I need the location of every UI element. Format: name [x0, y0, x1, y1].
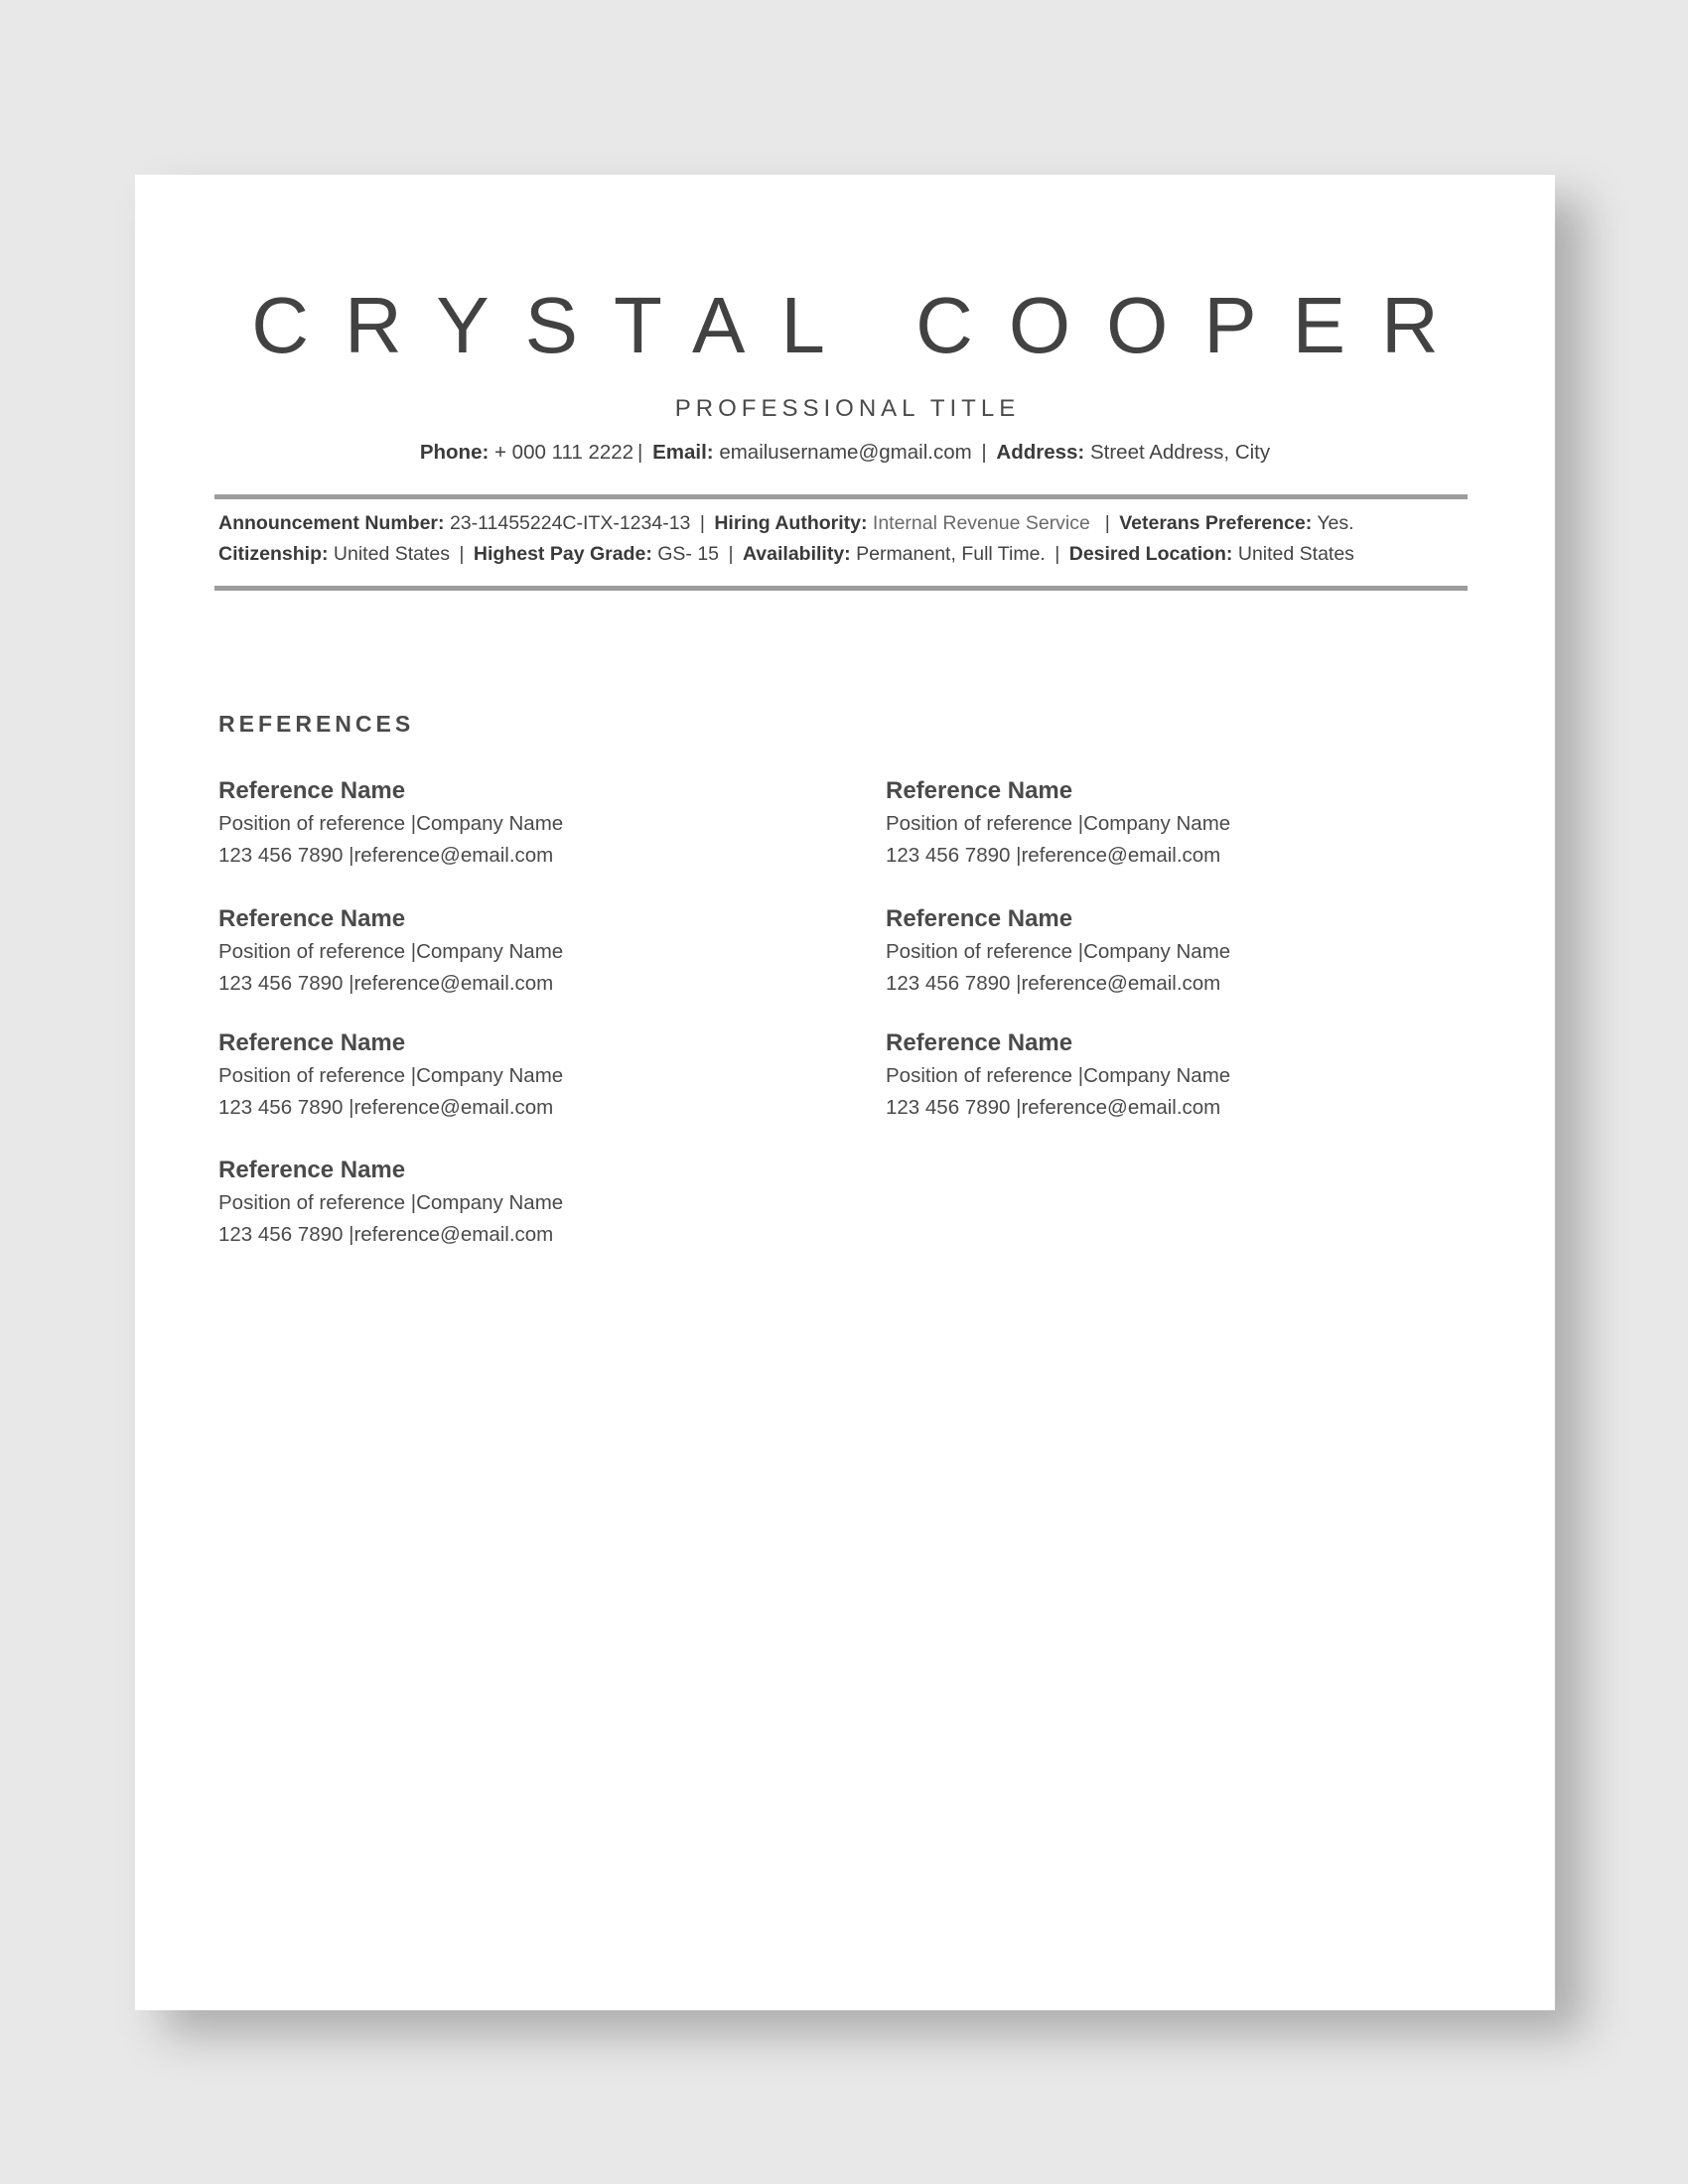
reference-email: reference@email.com — [353, 1096, 554, 1119]
desired-location-label: Desired Location: — [1068, 543, 1233, 565]
reference-name: Reference Name — [886, 777, 1073, 804]
reference-contact-line: 123 456 7890 |reference@email.com — [218, 1096, 554, 1119]
reference-company: Company Name — [416, 1064, 564, 1087]
address-label: Address: — [996, 441, 1085, 464]
address-value: Street Address, City — [1089, 441, 1271, 464]
reference-name: Reference Name — [886, 905, 1073, 932]
reference-position-line: Position of reference |Company Name — [218, 940, 564, 963]
reference-position: Position of reference — [218, 1191, 406, 1214]
reference-entry — [886, 774, 1442, 872]
candidate-name: CRYSTAL COOPER — [251, 281, 1475, 369]
references-heading: REFERENCES — [218, 711, 415, 737]
professional-title: PROFESSIONAL TITLE — [674, 395, 1021, 422]
divider-bottom — [214, 586, 1468, 591]
hiring-authority-value: Internal Revenue Service — [872, 512, 1090, 534]
phone-label: Phone: — [419, 441, 490, 464]
reference-position: Position of reference — [218, 940, 406, 963]
reference-contact-line: 123 456 7890 |reference@email.com — [218, 972, 554, 995]
reference-company: Company Name — [1083, 1064, 1231, 1087]
email-value: emailusername@gmail.com — [719, 441, 972, 464]
reference-name: Reference Name — [218, 1157, 406, 1183]
citizenship-label: Citizenship: — [218, 543, 329, 565]
reference-contact-line: 123 456 7890 |reference@email.com — [218, 844, 554, 867]
reference-entry — [218, 902, 774, 1000]
reference-position-line: Position of reference |Company Name — [886, 940, 1231, 963]
hiring-authority-label: Hiring Authority: — [714, 512, 868, 534]
pay-grade-value: GS- 15 — [657, 543, 720, 565]
reference-company: Company Name — [416, 940, 564, 963]
resume-page — [135, 175, 1555, 2010]
availability-value: Permanent, Full Time. — [856, 543, 1046, 565]
reference-position-line: Position of reference |Company Name — [886, 812, 1231, 835]
reference-position: Position of reference — [218, 812, 406, 835]
separator: | — [459, 543, 465, 565]
reference-company: Company Name — [416, 1191, 564, 1214]
availability-label: Availability: — [742, 543, 851, 565]
separator: | — [637, 441, 643, 464]
reference-phone: 123 456 7890 — [886, 1096, 1011, 1119]
federal-info-line-1 — [218, 512, 1472, 535]
citizenship-value: United States — [333, 543, 450, 565]
reference-company: Company Name — [1083, 812, 1231, 835]
reference-company: Company Name — [1083, 940, 1231, 963]
divider-top — [214, 494, 1468, 499]
reference-contact-line: 123 456 7890 |reference@email.com — [886, 844, 1221, 867]
reference-email: reference@email.com — [353, 972, 554, 995]
reference-phone: 123 456 7890 — [886, 844, 1011, 867]
separator: | — [975, 441, 993, 464]
reference-email: reference@email.com — [353, 1223, 554, 1246]
contact-line — [135, 441, 1555, 465]
reference-email: reference@email.com — [353, 844, 554, 867]
reference-entry — [218, 774, 774, 872]
reference-phone: 123 456 7890 — [886, 972, 1011, 995]
veterans-preference-value: Yes. — [1317, 512, 1354, 534]
reference-entry — [886, 902, 1442, 1000]
reference-position: Position of reference — [218, 1064, 406, 1087]
reference-company: Company Name — [416, 812, 564, 835]
phone-value: + 000 111 2222 — [494, 441, 634, 464]
reference-entry — [218, 1026, 774, 1124]
reference-position-line: Position of reference |Company Name — [886, 1064, 1231, 1087]
reference-phone: 123 456 7890 — [218, 1096, 344, 1119]
reference-position: Position of reference — [886, 940, 1073, 963]
reference-phone: 123 456 7890 — [218, 1223, 344, 1246]
email-label: Email: — [652, 441, 714, 464]
pay-grade-label: Highest Pay Grade: — [473, 543, 652, 565]
reference-entry — [886, 1026, 1442, 1124]
reference-position: Position of reference — [886, 812, 1073, 835]
reference-name: Reference Name — [218, 1029, 406, 1056]
reference-name: Reference Name — [886, 1029, 1073, 1056]
reference-email: reference@email.com — [1021, 972, 1221, 995]
announcement-value: 23-11455224C-ITX-1234-13 — [449, 512, 691, 534]
reference-position-line: Position of reference |Company Name — [218, 1064, 564, 1087]
reference-position: Position of reference — [886, 1064, 1073, 1087]
reference-email: reference@email.com — [1021, 1096, 1221, 1119]
separator: | — [1099, 512, 1116, 534]
reference-name: Reference Name — [218, 905, 406, 932]
reference-position-line: Position of reference |Company Name — [218, 812, 564, 835]
federal-info-line-2 — [218, 543, 1472, 566]
separator: | — [1055, 543, 1065, 565]
reference-phone: 123 456 7890 — [218, 844, 344, 867]
reference-contact-line: 123 456 7890 |reference@email.com — [886, 1096, 1221, 1119]
reference-email: reference@email.com — [1021, 844, 1221, 867]
reference-position-line: Position of reference |Company Name — [218, 1191, 564, 1214]
separator: | — [699, 512, 711, 534]
reference-contact-line: 123 456 7890 |reference@email.com — [218, 1223, 554, 1246]
separator: | — [728, 543, 734, 565]
reference-contact-line: 123 456 7890 |reference@email.com — [886, 972, 1221, 995]
veterans-preference-label: Veterans Preference: — [1119, 512, 1313, 534]
reference-entry — [218, 1154, 774, 1251]
desired-location-value: United States — [1237, 543, 1354, 565]
reference-phone: 123 456 7890 — [218, 972, 344, 995]
announcement-label: Announcement Number: — [218, 512, 445, 534]
reference-name: Reference Name — [218, 777, 406, 804]
